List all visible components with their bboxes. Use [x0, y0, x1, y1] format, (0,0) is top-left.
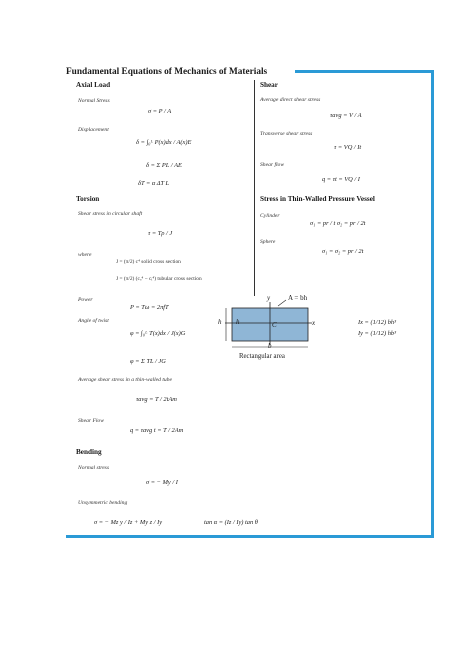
- area-label: A = bh: [288, 294, 308, 302]
- shear-flow-label: Shear flow: [260, 162, 285, 168]
- thin-tube-shear-label: Average shear stress in a thin-walled tube: [78, 377, 172, 383]
- axial-load-heading: Axial Load: [76, 81, 111, 89]
- power-label: Power: [78, 297, 93, 303]
- displacement-label: Displacement: [78, 127, 109, 133]
- unsymmetric-bending-label: Unsymmetric bending: [78, 500, 128, 506]
- iy-equation: Iy = (1/12) hb³: [358, 330, 396, 337]
- angle-of-twist-integral: φ = ∫₀ᴸ T(x)dx / J(x)G: [130, 330, 186, 337]
- power-equation: P = Tω = 2πfT: [130, 304, 169, 311]
- where-label: where: [78, 252, 92, 258]
- avg-direct-shear-label: Average direct shear stress: [260, 97, 321, 103]
- height-label-left: h: [218, 318, 222, 326]
- thin-walled-heading: Stress in Thin-Walled Pressure Vessel: [260, 195, 375, 203]
- cylinder-label: Cylinder: [260, 213, 280, 219]
- area-leader-line: [278, 300, 286, 306]
- height-label: h: [236, 318, 240, 326]
- polar-moment-solid: J = (π/2) c⁴ solid cross section: [116, 259, 181, 265]
- torsion-shear-stress-equation: τ = Tρ / J: [148, 230, 173, 237]
- bending-heading: Bending: [76, 448, 102, 456]
- width-label: b: [268, 342, 272, 350]
- displacement-sum-equation: δ = Σ PL / AE: [146, 162, 182, 169]
- transverse-shear-equation: τ = VQ / It: [334, 144, 362, 151]
- normal-stress-label: Normal Stress: [78, 98, 110, 104]
- sphere-label: Sphere: [260, 239, 276, 245]
- displacement-integral-equation: δ = ∫₀ᴸ P(x)dx / A(x)E: [136, 139, 192, 146]
- ix-equation: Ix = (1/12) bh³: [358, 319, 396, 326]
- torsion-shear-flow-label: Shear Flow: [78, 418, 104, 424]
- diagram-caption: Rectangular area: [239, 353, 285, 360]
- y-axis-label: y: [267, 294, 271, 302]
- angle-of-twist-sum: φ = Σ TL / JG: [130, 358, 166, 365]
- angle-of-twist-label: Angle of twist: [78, 318, 109, 324]
- x-axis-label: x: [312, 319, 316, 327]
- unsymmetric-bending-equation: σ = − Mz y / Iz + My z / Iy: [94, 519, 163, 526]
- sphere-equation: σ₁ = σ₂ = pr / 2t: [322, 248, 364, 255]
- thin-tube-shear-equation: τavg = T / 2tAm: [136, 396, 177, 403]
- normal-stress-equation: σ = P / A: [148, 108, 172, 115]
- torsion-heading: Torsion: [76, 195, 100, 203]
- thermal-displacement-equation: δT = α ΔT L: [138, 180, 170, 187]
- page-title: Fundamental Equations of Mechanics of Materials: [66, 67, 268, 77]
- centroid-label: C: [272, 321, 277, 329]
- cylinder-equation: σ₁ = pr / t σ₂ = pr / 2t: [310, 220, 366, 227]
- bending-normal-stress-label: Normal stress: [78, 465, 110, 471]
- polar-moment-tubular: J = (π/2) (cₒ⁴ − cᵢ⁴) tubular cross section: [116, 276, 202, 282]
- avg-direct-shear-equation: τavg = V / A: [330, 112, 362, 119]
- bending-normal-stress-equation: σ = − My / I: [146, 479, 178, 486]
- shear-flow-equation: q = τt = VQ / I: [322, 176, 360, 183]
- transverse-shear-label: Transverse shear stress: [260, 131, 313, 137]
- torsion-shear-flow-equation: q = τavg t = T / 2Am: [130, 427, 184, 434]
- shear-heading: Shear: [260, 81, 278, 89]
- neutral-axis-angle-equation: tan α = (Iz / Iy) tan θ: [204, 519, 258, 526]
- torsion-shear-stress-label: Shear stress in circular shaft: [78, 211, 143, 217]
